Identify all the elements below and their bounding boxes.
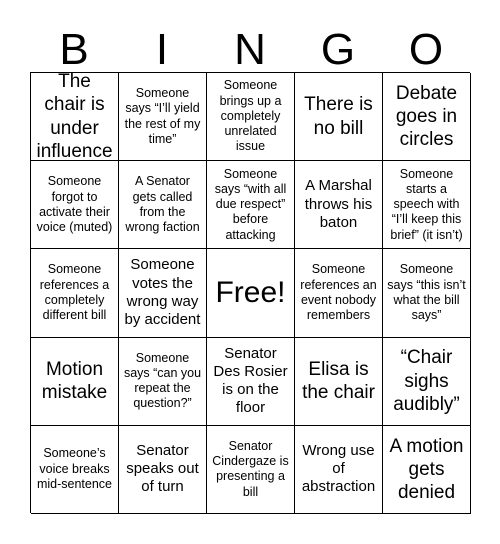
- cell-text: Senator Des Rosier is on the floor: [213, 344, 288, 417]
- bingo-cell-r4c3[interactable]: [207, 338, 295, 426]
- bingo-cell-r5c5[interactable]: [383, 426, 471, 514]
- header-letter-g: G: [320, 25, 356, 74]
- bingo-cell-r3c5[interactable]: [383, 249, 471, 337]
- header-letter-o: O: [408, 25, 444, 74]
- bingo-cell-r2c2[interactable]: [119, 161, 207, 249]
- cell-text: Elisa is the chair: [302, 358, 375, 404]
- bingo-cell-r4c4[interactable]: [295, 338, 383, 426]
- cell-text: Someone starts a speech with “I’ll keep this brief” (it isn’t): [390, 166, 463, 242]
- cell-text: Someone says “I’ll yield the rest of my time”: [124, 86, 201, 146]
- bingo-cell-r1c5[interactable]: [383, 73, 471, 161]
- bingo-cell-r3c1[interactable]: [31, 249, 119, 337]
- cell-text: A Marshal throws his baton: [304, 177, 373, 231]
- cell-text: The chair is under influence: [36, 73, 113, 162]
- header-letter-b: B: [59, 25, 89, 74]
- cell-text: Someone says “this isn’t what the bill says”: [387, 262, 466, 323]
- cell-text: Senator Cindergaze is presenting a bill: [212, 438, 289, 499]
- cell-text: Motion mistake: [41, 358, 108, 404]
- bingo-cell-r1c4[interactable]: [295, 73, 383, 161]
- cell-text: Someone references a completely different bill: [39, 262, 110, 323]
- bingo-cell-r4c5[interactable]: [383, 338, 471, 426]
- bingo-header: [30, 22, 470, 78]
- cell-text: Wrong use of abstraction: [301, 441, 376, 496]
- cell-text: Someone votes the wrong way by accident: [124, 256, 201, 329]
- bingo-cell-r3c4[interactable]: [295, 249, 383, 337]
- cell-text: Someone brings up a completely unrelated issue: [219, 78, 282, 154]
- cell-text: Debate goes in circles: [395, 82, 458, 151]
- bingo-cell-r2c1[interactable]: [31, 161, 119, 249]
- cell-text: Someone’s voice breaks mid-sentence: [36, 446, 113, 491]
- cell-text: A motion gets denied: [389, 435, 464, 503]
- bingo-cell-free[interactable]: [207, 249, 295, 337]
- bingo-cell-r2c4[interactable]: [295, 161, 383, 249]
- bingo-cell-r1c1[interactable]: [31, 73, 119, 161]
- cell-text: A Senator gets called from the wrong faction: [125, 174, 200, 235]
- bingo-cell-r1c2[interactable]: [119, 73, 207, 161]
- cell-text: There is no bill: [304, 94, 373, 139]
- bingo-cell-r4c1[interactable]: [31, 338, 119, 426]
- bingo-cell-r2c3[interactable]: [207, 161, 295, 249]
- bingo-cell-r3c2[interactable]: [119, 249, 207, 337]
- cell-text: Someone says “with all due respect” before attacking: [214, 166, 287, 242]
- free-space-text: Free!: [215, 275, 286, 309]
- bingo-cell-r5c4[interactable]: [295, 426, 383, 514]
- bingo-cell-r1c3[interactable]: [207, 73, 295, 161]
- header-letter-i: I: [155, 25, 169, 74]
- bingo-cell-r5c2[interactable]: [119, 426, 207, 514]
- cell-text: Senator speaks out of turn: [126, 441, 199, 496]
- header-letter-n: N: [234, 25, 266, 74]
- cell-text: Someone references an event nobody remembers: [300, 262, 377, 323]
- cell-text: “Chair sighs audibly”: [393, 347, 460, 415]
- bingo-cell-r5c1[interactable]: [31, 426, 119, 514]
- cell-text: Someone forgot to activate their voice (muted): [36, 174, 113, 235]
- cell-text: Someone says “can you repeat the question?”: [123, 350, 202, 411]
- bingo-grid: [30, 72, 470, 513]
- bingo-cell-r2c5[interactable]: [383, 161, 471, 249]
- bingo-cell-r4c2[interactable]: [119, 338, 207, 426]
- bingo-cell-r5c3[interactable]: [207, 426, 295, 514]
